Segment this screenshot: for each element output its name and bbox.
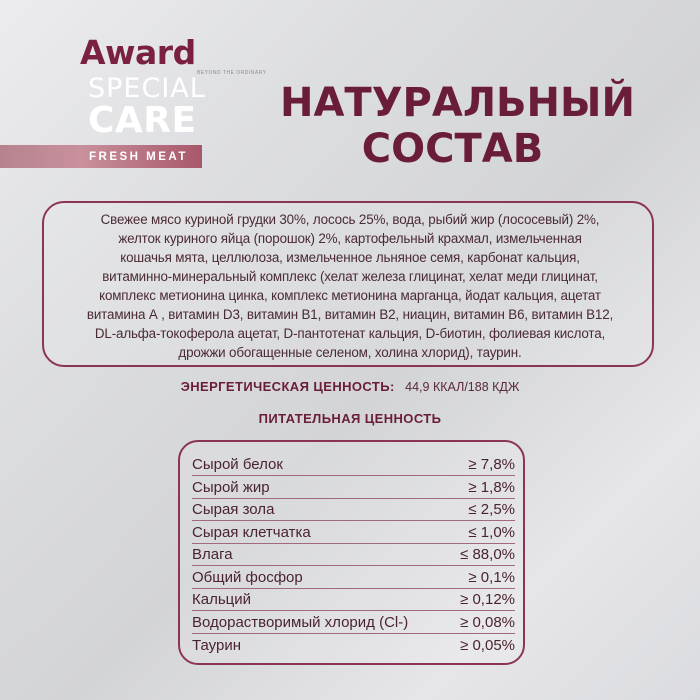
logo-care-text: CARE	[88, 100, 197, 141]
composition-line: кошачья мята, целлюлоза, измельченное льняное семя, карбонат кальция,	[120, 250, 580, 265]
nutrition-label: Сырая зола	[192, 501, 275, 518]
nutrition-row	[192, 522, 515, 544]
logo-brand-name: Award	[80, 33, 196, 72]
nutrition-label: Сырой жир	[192, 478, 270, 496]
logo-tiny-text: BEYOND THE ORDINARY	[197, 70, 267, 76]
energy-value-line	[0, 378, 700, 396]
page-title-line-1: НАТУРАЛЬНЫЙ	[280, 80, 635, 126]
nutrition-value: ≥ 0,1%	[468, 568, 515, 586]
nutrition-label: Общий фосфор	[192, 568, 303, 586]
composition-line: желток куриного яйца (порошок) 2%, картофельный крахмал, измельченная	[118, 231, 582, 246]
composition-box	[42, 201, 654, 367]
nutrition-title: ПИТАТЕЛЬНАЯ ЦЕННОСТЬ	[258, 411, 442, 426]
nutrition-row	[192, 499, 515, 521]
composition-line: дрожжи обогащенные селеном, холина хлорид), таурин.	[178, 345, 522, 360]
nutrition-row	[192, 612, 515, 634]
logo-special-text: SPECIAL	[88, 73, 206, 104]
nutrition-value: ≤ 2,5%	[468, 501, 515, 518]
nutrition-row	[192, 567, 515, 589]
logo-tagline: FRESH MEAT	[89, 151, 188, 163]
nutrition-value: ≥ 0,12%	[460, 591, 515, 608]
nutrition-label: Сырой белок	[192, 456, 283, 473]
composition-line: витамина А , витамин D3, витамин B1, витамин B2, ниацин, витамин B6, витамин B12,	[86, 307, 614, 322]
composition-line: DL-альфа-токоферола ацетат, D-пантотенат кальция, D-биотин, фолиевая кислота,	[94, 326, 606, 341]
energy-label: ЭНЕРГЕТИЧЕСКАЯ ЦЕННОСТЬ:	[180, 379, 395, 394]
nutrition-row	[192, 454, 515, 476]
nutrition-value: ≥ 0,08%	[460, 613, 515, 631]
nutrition-row	[192, 477, 515, 499]
nutrition-value: ≤ 88,0%	[460, 546, 515, 563]
nutrition-row	[192, 634, 515, 656]
nutrition-label: Таурин	[192, 637, 241, 654]
composition-text	[58, 210, 642, 362]
page-title	[280, 80, 635, 172]
composition-line: Свежее мясо куриной грудки 30%, лосось 25%, вода, рыбий жир (лососевый) 2%,	[100, 212, 600, 227]
nutrition-table	[178, 440, 525, 665]
nutrition-label: Кальций	[192, 591, 251, 608]
nutrition-row	[192, 589, 515, 611]
nutrition-row	[192, 544, 515, 566]
composition-line: витаминно-минеральный комплекс (хелат железа глицинат, хелат меди глицинат,	[102, 269, 598, 284]
nutrition-value: ≥ 7,8%	[468, 456, 515, 473]
nutrition-value: ≥ 1,8%	[468, 478, 515, 496]
nutrition-value: ≤ 1,0%	[468, 523, 515, 541]
energy-value: 44,9 ККАЛ/188 КДЖ	[405, 380, 520, 394]
nutrition-label: Влага	[192, 546, 233, 563]
nutrition-value: ≥ 0,05%	[460, 637, 515, 654]
page-title-line-2: СОСТАВ	[361, 126, 544, 172]
nutrition-label: Водорастворимый хлорид (Cl-)	[192, 613, 409, 631]
composition-line: комплекс метионина цинка, комплекс метионина марганца, йодат кальция, ацетат	[99, 288, 601, 303]
nutrition-label: Сырая клетчатка	[192, 523, 311, 541]
